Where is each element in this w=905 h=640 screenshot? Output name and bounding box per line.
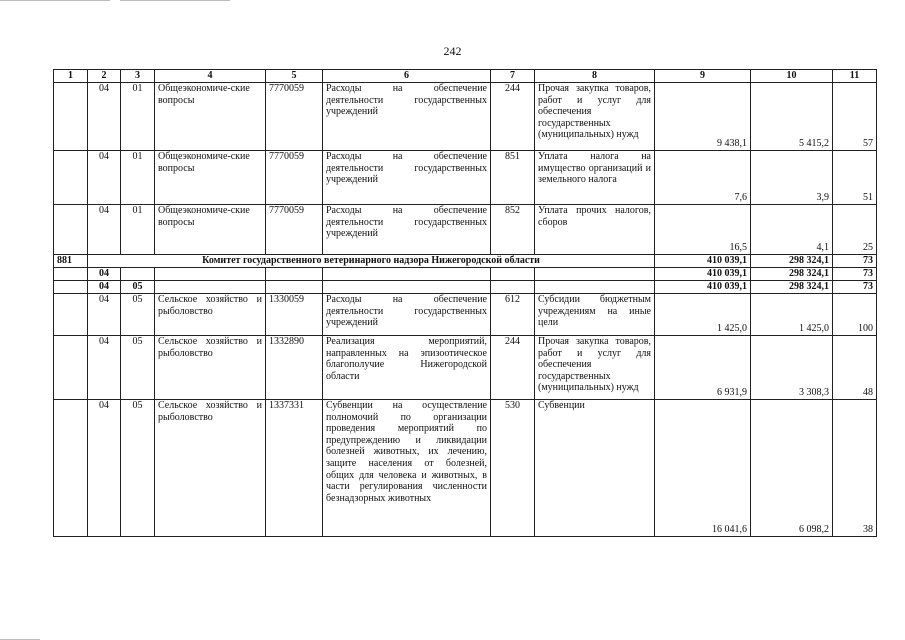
cell-empty (491, 268, 535, 281)
cell-agency-code (54, 268, 88, 281)
cell-plan: 6 931,9 (655, 336, 751, 400)
table-row (54, 205, 877, 255)
cell-actual: 298 324,1 (751, 281, 833, 294)
cell-expense-type-name: Уплата налога на имущество организаций и земельного налога (535, 151, 655, 205)
column-number: 7 (491, 70, 535, 83)
cell-plan: 16 041,6 (655, 400, 751, 537)
cell-section: 04 (88, 400, 121, 537)
cell-percent: 73 (833, 268, 877, 281)
cell-subsection: 05 (121, 294, 155, 336)
cell-section-name: Сельское хозяйство и рыболовство (155, 294, 266, 336)
cell-plan: 410 039,1 (655, 255, 751, 268)
cell-agency-code (54, 294, 88, 336)
table-row (54, 400, 877, 537)
cell-section: 04 (88, 151, 121, 205)
column-number: 10 (751, 70, 833, 83)
cell-section: 04 (88, 268, 121, 281)
table-row (54, 336, 877, 400)
cell-subsection: 01 (121, 151, 155, 205)
column-number: 2 (88, 70, 121, 83)
cell-target-article: 1330059 (266, 294, 323, 336)
cell-percent: 73 (833, 255, 877, 268)
cell-target-article: 1337331 (266, 400, 323, 537)
cell-agency-title: Комитет государственного ветеринарного надзора Нижегородской области (88, 255, 655, 268)
cell-empty (155, 281, 266, 294)
cell-plan: 410 039,1 (655, 268, 751, 281)
cell-empty (323, 281, 491, 294)
page-number: 242 (443, 44, 462, 58)
cell-section: 04 (88, 281, 121, 294)
cell-section: 04 (88, 294, 121, 336)
budget-table (53, 69, 877, 537)
section-total-row (54, 268, 877, 281)
cell-expense-type-name: Субвенции (535, 400, 655, 537)
cell-section: 04 (88, 205, 121, 255)
cell-expense-type: 244 (491, 83, 535, 151)
cell-expense-type-name: Прочая закупка товаров, работ и услуг для обеспечения государственных (муниципальных) нужд (535, 83, 655, 151)
column-number-header (54, 70, 877, 83)
cell-actual: 3,9 (751, 151, 833, 205)
column-number: 11 (833, 70, 877, 83)
agency-total-row (54, 255, 877, 268)
cell-section-name: Общеэкономиче-ские вопросы (155, 205, 266, 255)
cell-agency-code (54, 151, 88, 205)
cell-plan: 1 425,0 (655, 294, 751, 336)
cell-plan: 7,6 (655, 151, 751, 205)
cell-expense-type-name: Субсидии бюджетным учреждениям на иные цели (535, 294, 655, 336)
cell-actual: 298 324,1 (751, 255, 833, 268)
cell-expense-type-name: Прочая закупка товаров, работ и услуг для обеспечения государственных (муниципальных) нужд (535, 336, 655, 400)
cell-empty (323, 268, 491, 281)
cell-section-name: Общеэкономиче-ские вопросы (155, 151, 266, 205)
cell-target-article: 7770059 (266, 151, 323, 205)
cell-subsection: 05 (121, 281, 155, 294)
cell-empty (535, 281, 655, 294)
cell-expense-description: Расходы на обеспечение деятельности государственных учреждений (323, 205, 491, 255)
cell-expense-description: Расходы на обеспечение деятельности государственных учреждений (323, 83, 491, 151)
cell-agency-code (54, 400, 88, 537)
cell-plan: 16,5 (655, 205, 751, 255)
cell-subsection: 01 (121, 205, 155, 255)
cell-empty (535, 268, 655, 281)
cell-agency-code: 881 (54, 255, 88, 268)
cell-plan: 9 438,1 (655, 83, 751, 151)
cell-section-name: Сельское хозяйство и рыболовство (155, 336, 266, 400)
cell-target-article: 1332890 (266, 336, 323, 400)
cell-actual: 298 324,1 (751, 268, 833, 281)
cell-expense-description: Реализация мероприятий, направленных на эпизоотическое благополучие Нижегородской области (323, 336, 491, 400)
cell-empty (491, 281, 535, 294)
cell-expense-type-name: Уплата прочих налогов, сборов (535, 205, 655, 255)
cell-actual: 5 415,2 (751, 83, 833, 151)
table-row (54, 294, 877, 336)
cell-percent: 100 (833, 294, 877, 336)
cell-expense-type: 612 (491, 294, 535, 336)
cell-subsection: 01 (121, 83, 155, 151)
cell-empty (155, 268, 266, 281)
cell-agency-code (54, 83, 88, 151)
cell-expense-type: 851 (491, 151, 535, 205)
cell-actual: 3 308,3 (751, 336, 833, 400)
cell-expense-type: 244 (491, 336, 535, 400)
column-number: 4 (155, 70, 266, 83)
cell-percent: 57 (833, 83, 877, 151)
cell-subsection: 05 (121, 400, 155, 537)
cell-agency-code (54, 205, 88, 255)
cell-empty (266, 281, 323, 294)
column-number: 1 (54, 70, 88, 83)
cell-actual: 6 098,2 (751, 400, 833, 537)
cell-target-article: 7770059 (266, 83, 323, 151)
column-number: 6 (323, 70, 491, 83)
cell-subsection: 05 (121, 336, 155, 400)
cell-percent: 38 (833, 400, 877, 537)
cell-actual: 1 425,0 (751, 294, 833, 336)
column-number: 5 (266, 70, 323, 83)
cell-expense-type: 530 (491, 400, 535, 537)
cell-target-article: 7770059 (266, 205, 323, 255)
table-row (54, 83, 877, 151)
column-number: 9 (655, 70, 751, 83)
cell-percent: 25 (833, 205, 877, 255)
column-number: 3 (121, 70, 155, 83)
cell-percent: 51 (833, 151, 877, 205)
cell-section: 04 (88, 83, 121, 151)
cell-percent: 48 (833, 336, 877, 400)
cell-section: 04 (88, 336, 121, 400)
cell-actual: 4,1 (751, 205, 833, 255)
cell-subsection (121, 268, 155, 281)
cell-agency-code (54, 281, 88, 294)
cell-empty (266, 268, 323, 281)
table-row (54, 151, 877, 205)
column-number: 8 (535, 70, 655, 83)
cell-plan: 410 039,1 (655, 281, 751, 294)
section-total-row (54, 281, 877, 294)
cell-expense-type: 852 (491, 205, 535, 255)
cell-agency-code (54, 336, 88, 400)
cell-expense-description: Расходы на обеспечение деятельности государственных учреждений (323, 294, 491, 336)
scan-edge-mark (0, 0, 110, 1)
cell-percent: 73 (833, 281, 877, 294)
cell-expense-description: Расходы на обеспечение деятельности государственных учреждений (323, 151, 491, 205)
cell-expense-description: Субвенции на осуществление полномочий по организации проведения мероприятий по предупреждению и ликвидации болезней животных, их лечению, защите населения от болезней, общих для человека и животных, в части регулирования численности безнадзорных животных (323, 400, 491, 537)
cell-section-name: Сельское хозяйство и рыболовство (155, 400, 266, 537)
scan-edge-mark (120, 0, 230, 1)
cell-section-name: Общеэкономиче-ские вопросы (155, 83, 266, 151)
